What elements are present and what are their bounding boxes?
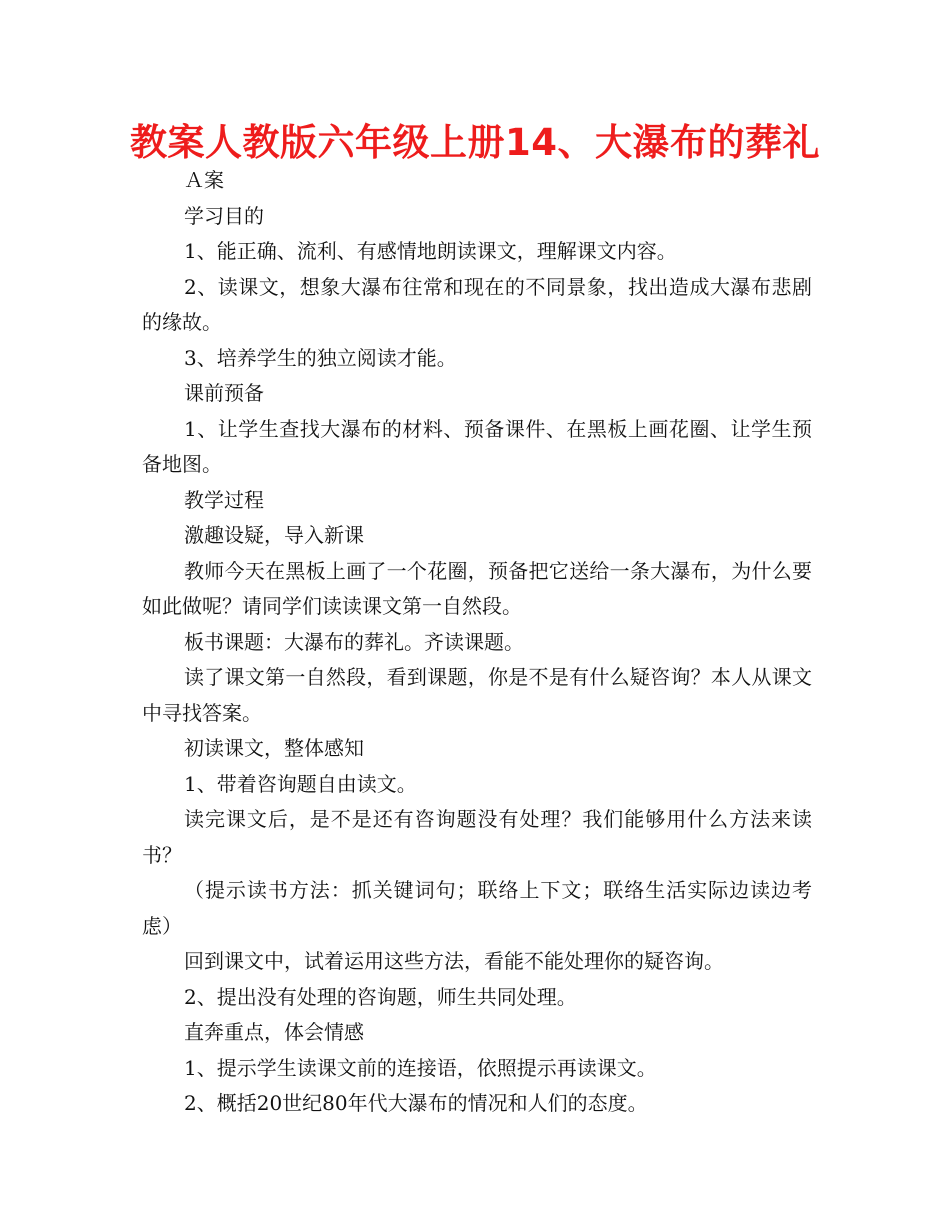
paragraph-questions: 读了课文第一自然段，看到课题，你是不是有什么疑咨询？本人从课文中寻找答案。 (142, 665, 812, 725)
paragraph-goal-3: 3、培养学生的独立阅读才能。 (184, 345, 457, 370)
paragraph-teacher-intro: 教师今天在黑板上画了一个花圈，预备把它送给一条大瀑布，为什么要如此做呢？请同学们读读课文第一自然段。 (142, 558, 812, 618)
paragraph-reading-methods-question: 读完课文后，是不是还有咨询题没有处理？我们能够用什么方法来读书？ (142, 807, 812, 867)
paragraph-reading-1: 1、带着咨询题自由读文。 (184, 771, 417, 796)
paragraph-reading-tips: （提示读书方法：抓关键词句；联络上下文；联络生活实际边读边考虑） (142, 878, 812, 938)
heading-preparation: 课前预备 (184, 381, 264, 405)
document-body (142, 163, 812, 1122)
paragraph-key-1: 1、提示学生读课文前的连接语，依照提示再读课文。 (184, 1055, 657, 1080)
heading-key-points: 直奔重点，体会情感 (184, 1020, 364, 1044)
paragraph-apply-methods: 回到课文中，试着运用这些方法，看能不能处理你的疑咨询。 (184, 949, 724, 973)
paragraph-goal-1: 1、能正确、流利、有感情地朗读课文，理解课文内容。 (184, 239, 677, 263)
paragraph-reading-2: 2、提出没有处理的咨询题，师生共同处理。 (184, 984, 577, 1009)
heading-teaching-process: 教学过程 (184, 487, 264, 512)
heading-first-reading: 初读课文，整体感知 (184, 736, 364, 760)
paragraph-blackboard-title: 板书课题：大瀑布的葬礼。齐读课题。 (184, 629, 524, 654)
paragraph-key-2: 2、概括20世纪80年代大瀑布的情况和人们的态度。 (184, 1091, 648, 1115)
heading-introduction: 激趣设疑，导入新课 (184, 523, 364, 547)
paragraph-preparation-1: 1、让学生查找大瀑布的材料、预备课件、在黑板上画花圈、让学生预备地图。 (142, 416, 812, 476)
heading-learning-goals: 学习目的 (184, 203, 264, 228)
paragraph-goal-2: 2、读课文，想象大瀑布往常和现在的不同景象，找出造成大瀑布悲剧的缘故。 (142, 274, 812, 334)
paragraph-plan-a: Ａ案 (184, 168, 224, 192)
document-title: 教案人教版六年级上册14、大瀑布的葬礼 (130, 121, 820, 164)
